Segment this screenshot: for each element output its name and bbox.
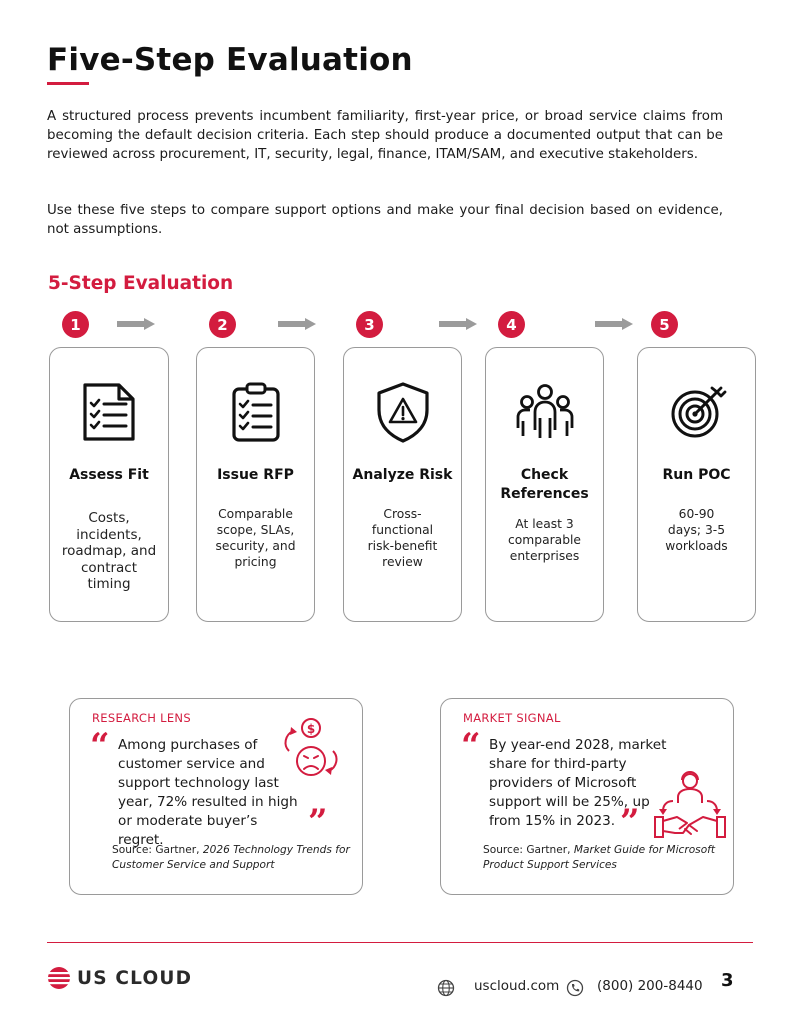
intro-paragraph-1: A structured process prevents incumbent familiarity, first-year price, or broad service claims from becoming the default decision criteria. Each step should produce a documented output that can be reviewed across procurement, IT, security, legal, finance, ITAM/SAM, and executive stakeholders. [47,109,723,162]
arrow-right-icon [117,318,155,330]
globe-logo-icon [47,966,71,990]
brand-logo [47,966,192,990]
svg-text:$: $ [306,722,316,736]
target-arrow-icon [665,380,729,444]
globe-icon [437,979,455,997]
handshake-agent-icon [653,771,727,841]
callout-label: MARKET SIGNAL [463,711,561,725]
research-lens-callout [69,698,363,895]
step-number-badge-4: 4 [498,311,525,338]
page-title: Five-Step Evaluation [47,42,413,78]
step-card-assess-fit [49,347,169,622]
page-number: 3 [721,970,734,991]
checklist-document-icon [77,380,141,444]
callout-source: Source: Gartner, 2026 Technology Trends for Customer Service and Support [112,844,350,871]
step-title: Issue RFP [217,467,294,483]
phone-icon [566,979,584,997]
step-number-badge-5: 5 [651,311,678,338]
step-card-analyze-risk [343,347,462,622]
close-quote-icon: ” [620,802,640,842]
open-quote-icon: “ [461,726,481,766]
step-number-badge-3: 3 [356,311,383,338]
section-title: 5-Step Evaluation [48,273,234,294]
people-group-icon [513,380,577,444]
step-card-check-references [485,347,604,622]
step-card-run-poc [637,347,756,622]
arrow-right-icon [595,318,633,330]
callout-quote: Among purchases of customer service and support technology last year, 72% resulted in high or moderate buyer’s regret. [118,737,298,848]
footer-divider [47,942,753,943]
step-description: At least 3 comparable enterprises [508,517,581,563]
callout-source: Source: Gartner, Market Guide for Microsoft Product Support Services [483,844,716,871]
callout-label: RESEARCH LENS [92,711,191,725]
step-card-issue-rfp [196,347,315,622]
step-title: Analyze Risk [352,467,453,483]
step-description: Cross-functional risk-benefit review [367,507,438,569]
phone-link[interactable]: (800) 200-8440 [597,978,703,994]
intro-paragraph-2: Use these five steps to compare support options and make your final decision based on evidence, not assumptions. [47,203,723,237]
step-number-badge-2: 2 [209,311,236,338]
shield-warning-icon [371,380,435,444]
callout-quote: By year-end 2028, market share for third-party providers of Microsoft support will be 25%, up from 15% in 2023. [489,737,667,829]
market-signal-callout [440,698,734,895]
open-quote-icon: “ [90,726,110,766]
step-description: Costs, incidents, roadmap, and contract timing [61,510,157,592]
step-title: Check References [500,467,589,502]
arrow-right-icon [278,318,316,330]
clipboard-checklist-icon [224,380,288,444]
step-number-badge-1: 1 [62,311,89,338]
step-title: Run POC [662,467,731,483]
arrow-right-icon [439,318,477,330]
close-quote-icon: ” [308,802,328,842]
frustrated-money-cycle-icon [277,715,345,787]
step-description: 60-90 days; 3-5 workloads [665,507,728,553]
brand-name: US CLOUD [77,967,193,989]
step-title: Assess Fit [69,467,149,483]
website-link[interactable]: uscloud.com [474,978,560,994]
title-underline [47,82,89,85]
step-description: Comparable scope, SLAs, security, and pricing [215,507,296,569]
